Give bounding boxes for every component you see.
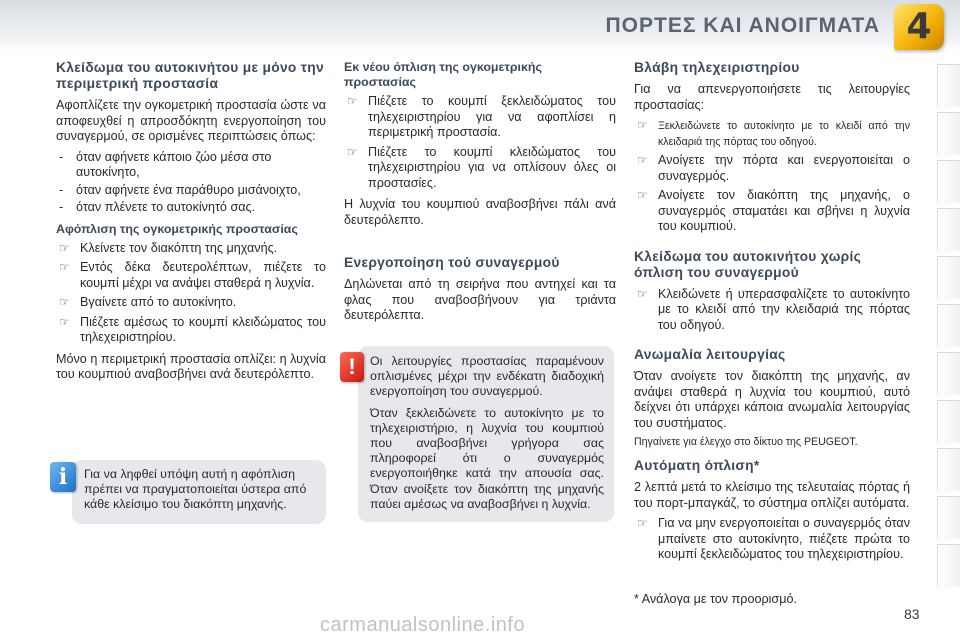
- side-tab: [937, 112, 960, 155]
- step-text: Πιέζετε το κουμπί κλειδώματος του τηλεχειριστηρίου για να οπλίσουν όλες οι προστασίες.: [368, 144, 616, 190]
- step-text: Πιέζετε αμέσως το κουμπί κλειδώματος του τηλεχειριστηρίου.: [80, 314, 326, 344]
- pointing-hand-icon: ☞: [637, 118, 648, 132]
- paragraph: Δηλώνεται από τη σειρήνα που αντηχεί και τα φλας που αναβοσβήνουν για τριάντα δευτερόλεπτα.: [344, 277, 616, 322]
- paragraph: Πηγαίνετε για έλεγχο στο δίκτυο της PEUGEOT.: [634, 436, 858, 448]
- list-item: [634, 118, 910, 149]
- list-item: - όταν αφήνετε κάποιο ζώο μέσα στο αυτοκίνητο,: [56, 150, 326, 181]
- list-item: [634, 287, 910, 334]
- pointing-hand-icon: ☞: [59, 240, 70, 255]
- side-tab: [937, 544, 960, 587]
- paragraph: Η λυχνία του κουμπιού αναβοσβήνει πάλι ανά δευτερόλεπτο.: [344, 197, 616, 227]
- step-list: [634, 118, 910, 235]
- pointing-hand-icon: ☞: [59, 260, 70, 274]
- list-item: [56, 260, 326, 291]
- chapter-number-badge: 4: [894, 4, 944, 50]
- side-chapter-tabs: [934, 64, 960, 624]
- list-item: - όταν αφήνετε ένα παράθυρο μισάνοιχτο,: [56, 183, 326, 199]
- section-heading: Κλείδωμα του αυτοκινήτου χωρίς όπλιση του συναγερμού: [634, 248, 862, 280]
- step-text: Κλείνετε τον διακόπτη της μηχανής.: [80, 240, 278, 255]
- list-item: [344, 145, 616, 192]
- pointing-hand-icon: ☞: [637, 516, 648, 530]
- warning-icon: !: [340, 352, 364, 382]
- side-tab: [937, 400, 960, 443]
- paragraph: 2 λεπτά μετά το κλείσιμο της τελευταίας πόρτας ή του πορτ-μπαγκάζ, το σύστημα οπλίζει αυτόματα.: [634, 480, 910, 510]
- list-item: [344, 94, 616, 141]
- pointing-hand-icon: ☞: [59, 295, 70, 309]
- list-item: [56, 315, 326, 346]
- pointing-hand-icon: ☞: [347, 144, 358, 159]
- step-text: Ανοίγετε την πόρτα και ενεργοποιείται ο συναγερμός.: [658, 153, 910, 183]
- side-tab: [937, 64, 960, 107]
- step-text: Ανοίγετε τον διακόπτη της μηχανής, ο συναγερμός σταματάει και σβήνει η λυχνία του κουμπιού.: [658, 188, 910, 233]
- chapter-title: ΠΟΡΤΕΣ ΚΑΙ ΑΝΟΙΓΜΑΤΑ: [605, 14, 880, 37]
- step-text: Κλειδώνετε ή υπερασφαλίζετε το αυτοκίνητο με το κλειδί από την κλειδαριά της πόρτας του οδηγού.: [658, 286, 910, 332]
- step-list: [344, 94, 616, 191]
- pointing-hand-icon: ☞: [59, 314, 70, 329]
- list-item: - όταν πλένετε το αυτοκίνητό σας.: [56, 200, 326, 216]
- side-tab: [937, 352, 960, 395]
- watermark-text: carmanualsonline.info: [320, 614, 526, 636]
- subsection-heading: Αφόπλιση της ογκομετρικής προστασίας: [56, 221, 298, 236]
- page-number: 83: [904, 606, 920, 622]
- dash-list: [56, 150, 326, 216]
- subsection-heading: Εκ νέου όπλιση της ογκομετρικής προστασίας: [344, 60, 542, 89]
- paragraph: Για να απενεργοποιήσετε τις λειτουργίες προστασίας:: [634, 82, 910, 112]
- list-item: [56, 241, 326, 257]
- pointing-hand-icon: ☞: [637, 188, 648, 202]
- side-tab: [937, 208, 960, 251]
- paragraph: Αφοπλίζετε την ογκομετρική προστασία ώστε να αποφευχθεί η απροσδόκητη ενεργοποίηση του συναγερμού, σε ορισμένες περιπτώσεις όπως:: [56, 98, 326, 143]
- column-middle: [344, 60, 616, 329]
- column-left: [56, 60, 326, 388]
- info-note-box: Για να ληφθεί υπόψη αυτή η αφόπλιση πρέπει να πραγματοποιείται ύστερα από κάθε κλείσιμο του διακόπτη μηχανής.: [72, 460, 326, 524]
- step-text: Πιέζετε το κουμπί ξεκλειδώματος του τηλεχειριστηρίου για να αφοπλίσει η περιμετρική προστασία.: [368, 94, 616, 139]
- pointing-hand-icon: ☞: [637, 153, 648, 167]
- section-heading: Αυτόματη όπλιση*: [634, 458, 760, 473]
- list-item: [634, 516, 910, 563]
- step-list: [56, 241, 326, 346]
- section-heading: Ενεργοποίηση τού συναγερμού: [344, 255, 560, 270]
- pointing-hand-icon: ☞: [637, 286, 648, 301]
- info-icon: i: [50, 462, 76, 492]
- list-item: [56, 295, 326, 311]
- side-tab: [937, 496, 960, 539]
- side-tab: [937, 448, 960, 491]
- pointing-hand-icon: ☞: [347, 94, 358, 108]
- step-list: [634, 516, 910, 563]
- footnote: * Ανάλογα με τον προορισμό.: [634, 592, 797, 606]
- paragraph: Όταν ανοίγετε τον διακόπτη της μηχανής, αν ανάψει σταθερά η λυχνία του κουμπιού, αυτό δείχνει ότι υπάρχει κάποια ανωμαλία λειτουργίας του συστήματος.: [634, 369, 910, 430]
- section-heading: Ανωμαλία λειτουργίας: [634, 347, 786, 362]
- paragraph: Μόνο η περιμετρική προστασία οπλίζει: η λυχνία του κουμπιού αναβοσβήνει ανά δευτερόλεπτο.: [56, 351, 326, 381]
- step-text: Εντός δέκα δευτερολέπτων, πιέζετε το κουμπί μέχρι να ανάψει σταθερά η λυχνία.: [80, 260, 326, 290]
- warning-paragraph: Οι λειτουργίες προστασίας παραμένουν οπλισμένες μέχρι την ενδέκατη διαδοχική ενεργοποίηση του συναγερμού.: [370, 354, 604, 399]
- side-tab: [937, 256, 960, 299]
- step-list: [634, 287, 910, 334]
- step-text: Ξεκλειδώνετε το αυτοκίνητο με το κλειδί από την κλειδαριά της πόρτας του οδηγού.: [658, 120, 910, 148]
- side-tab: [937, 160, 960, 203]
- step-text: Βγαίνετε από το αυτοκίνητο.: [80, 295, 237, 309]
- list-item: [634, 188, 910, 235]
- list-item: [634, 153, 910, 184]
- column-right: [634, 60, 910, 569]
- section-heading: Βλάβη τηλεχειριστηρίου: [634, 60, 800, 75]
- side-tab: [937, 304, 960, 347]
- section-heading: Κλείδωμα του αυτοκινήτου με μόνο την περιμετρική προστασία: [56, 60, 324, 91]
- warning-note-box: [358, 346, 614, 522]
- warning-paragraph: Όταν ξεκλειδώνετε το αυτοκίνητο με το τηλεχειριστήριο, η λυχνία του κουμπιού που αναβοσβήνει γρήγορα σας πληροφορεί ότι ο συναγερμός ενεργοποιήθηκε κατά την απουσία σας. Όταν ανοίξετε τον διακόπτη της μηχανής παύει αμέσως να αναβοσβήνει η λυχνία.: [370, 405, 604, 511]
- step-text: Για να μην ενεργοποιείται ο συναγερμός όταν μπαίνετε στο αυτοκίνητο, πιέζετε πρώτα το κουμπί ξεκλειδώματος του τηλεχειριστηρίου.: [658, 516, 910, 561]
